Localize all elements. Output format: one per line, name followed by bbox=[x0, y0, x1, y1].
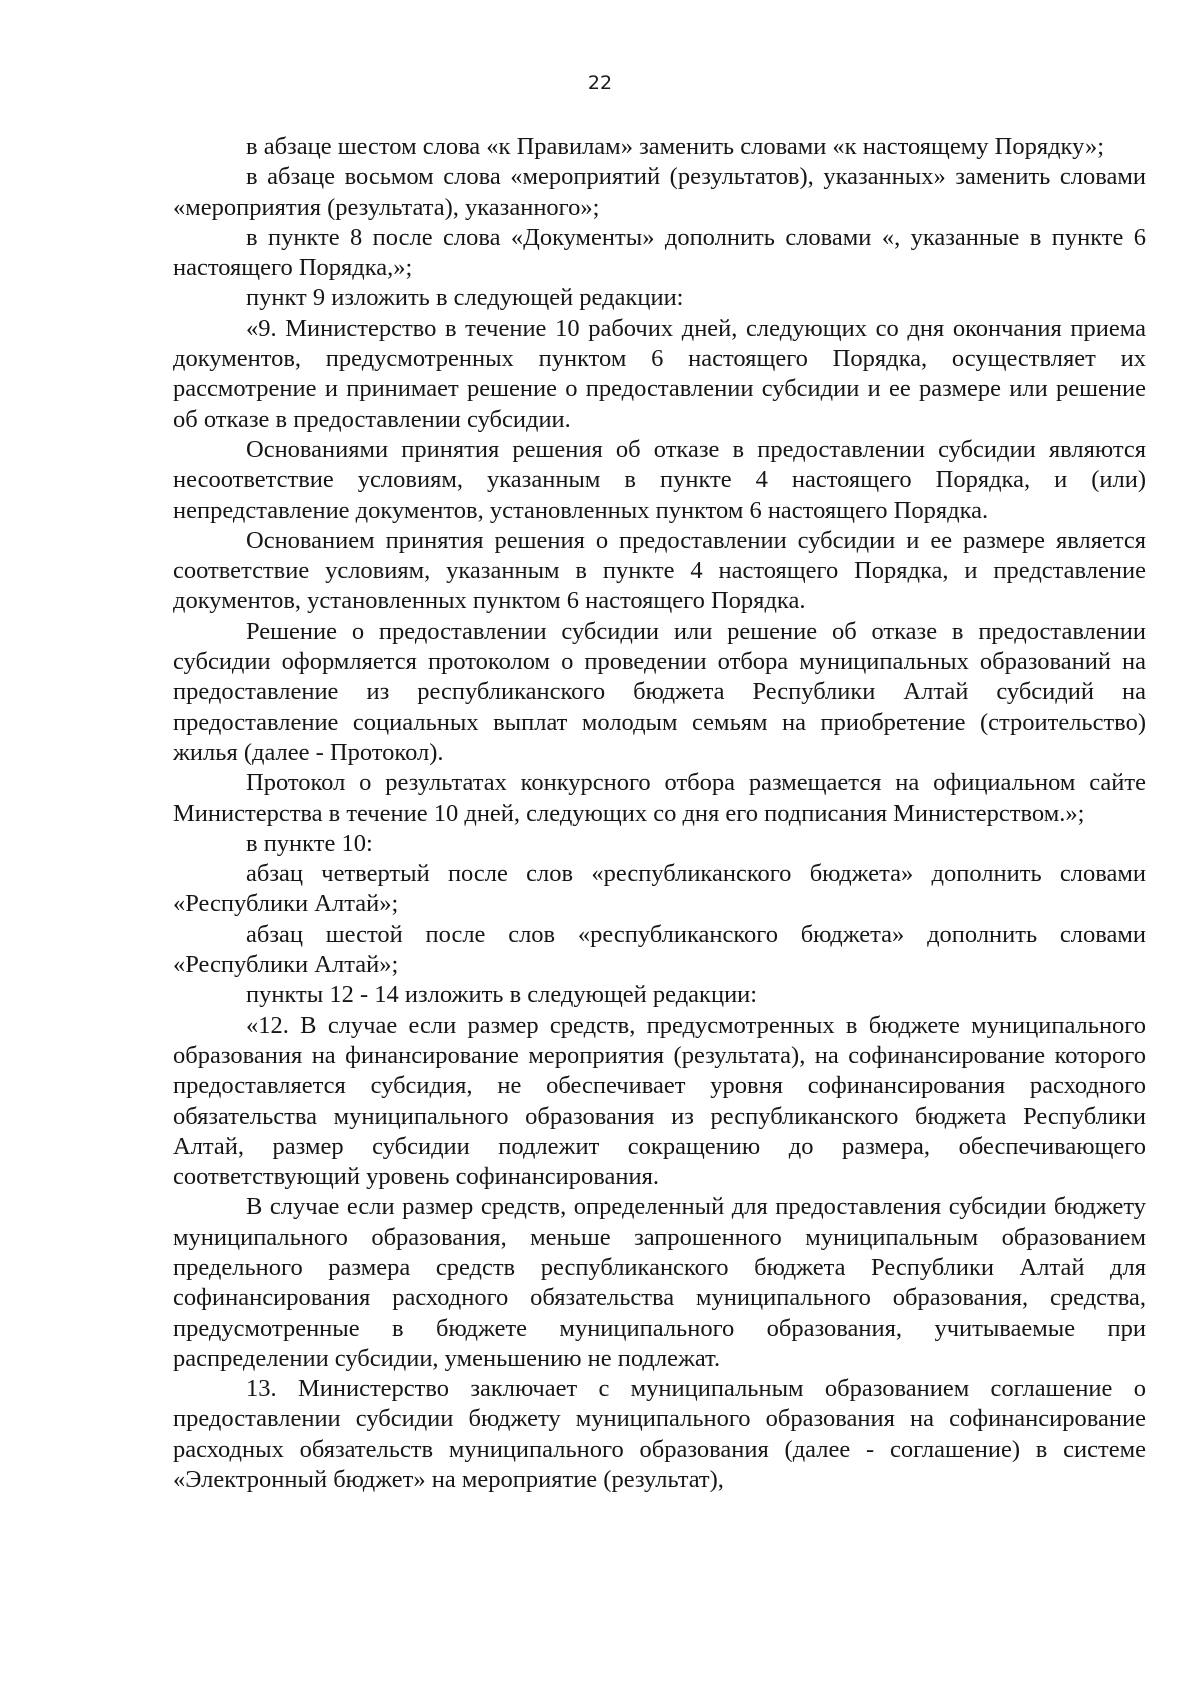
paragraph: Основаниями принятия решения об отказе в предоставлении субсидии являются несоответствие условиям, указанным в пункте 4 настоящего Порядка, и (или) непредставление документов, установленных пунктом 6 настоящего Порядка. bbox=[173, 435, 1146, 524]
paragraph: «9. Министерство в течение 10 рабочих дней, следующих со дня окончания приема документов, предусмотренных пунктом 6 настоящего Порядка, осуществляет их рассмотрение и принимает решение о предоставлении субсидии и ее размере или решение об отказе в предоставлении субсидии. bbox=[173, 314, 1146, 433]
paragraph: 13. Министерство заключает с муниципальным образованием соглашение о предоставлении субсидии бюджету муниципального образования на софинансирование расходных обязательств муниципального образования (далее - соглашение) в системе «Электронный бюджет» на мероприятие (результат), bbox=[173, 1375, 1146, 1494]
paragraph: В случае если размер средств, определенный для предоставления субсидии бюджету муниципального образования, меньше запрошенного муниципальным образованием предельного размера средств республиканского бюджета Республики Алтай для софинансирования расходного обязательства муниципального образования, средства, предусмотренные в бюджете муниципального образования, учитываемые при распределении субсидии, уменьшению не подлежат. bbox=[173, 1193, 1146, 1372]
paragraph: абзац четвертый после слов «республиканского бюджета» дополнить словами «Республики Алтай»; bbox=[173, 860, 1146, 918]
paragraph: в абзаце шестом слова «к Правилам» заменить словами «к настоящему Порядку»; bbox=[246, 133, 1105, 160]
paragraph: пункт 9 изложить в следующей редакции: bbox=[246, 284, 684, 312]
paragraph: Протокол о результатах конкурсного отбора размещается на официальном сайте Министерства в течение 10 дней, следующих со дня его подписания Министерством.»; bbox=[173, 769, 1146, 827]
paragraph: абзац шестой после слов «республиканского бюджета» дополнить словами «Республики Алтай»; bbox=[173, 920, 1146, 979]
document-body bbox=[173, 132, 1146, 1495]
paragraph: в пункте 8 после слова «Документы» дополнить словами «, указанные в пункте 6 настоящего Порядка,»; bbox=[173, 223, 1146, 282]
paragraph: Решение о предоставлении субсидии или решение об отказе в предоставлении субсидии оформляется протоколом о проведении отбора муниципальных образований на предоставление из республиканского бюджета Республики Алтай субсидий на предоставление социальных выплат молодым семьям на приобретение (строительство) жилья (далее - Протокол). bbox=[173, 617, 1146, 766]
paragraph: пункты 12 - 14 изложить в следующей редакции: bbox=[246, 981, 758, 1009]
paragraph: в пункте 10: bbox=[246, 829, 373, 857]
page-number: 22 bbox=[587, 72, 613, 94]
paragraph: в абзаце восьмом слова «мероприятий (результатов), указанных» заменить словами «мероприятия (результата), указанного»; bbox=[173, 163, 1146, 221]
paragraph: Основанием принятия решения о предоставлении субсидии и ее размере является соответствие условиям, указанным в пункте 4 настоящего Порядка, и представление документов, установленных пунктом 6 настоящего Порядка. bbox=[173, 526, 1146, 615]
paragraph: «12. В случае если размер средств, предусмотренных в бюджете муниципального образования на финансирование мероприятия (результата), на софинансирование которого предоставляется субсидия, не обеспечивает уровня софинансирования расходного обязательства муниципального образования из республиканского бюджета Республики Алтай, размер субсидии подлежит сокращению до размера, обеспечивающего соответствующий уровень софинансирования. bbox=[173, 1011, 1146, 1191]
